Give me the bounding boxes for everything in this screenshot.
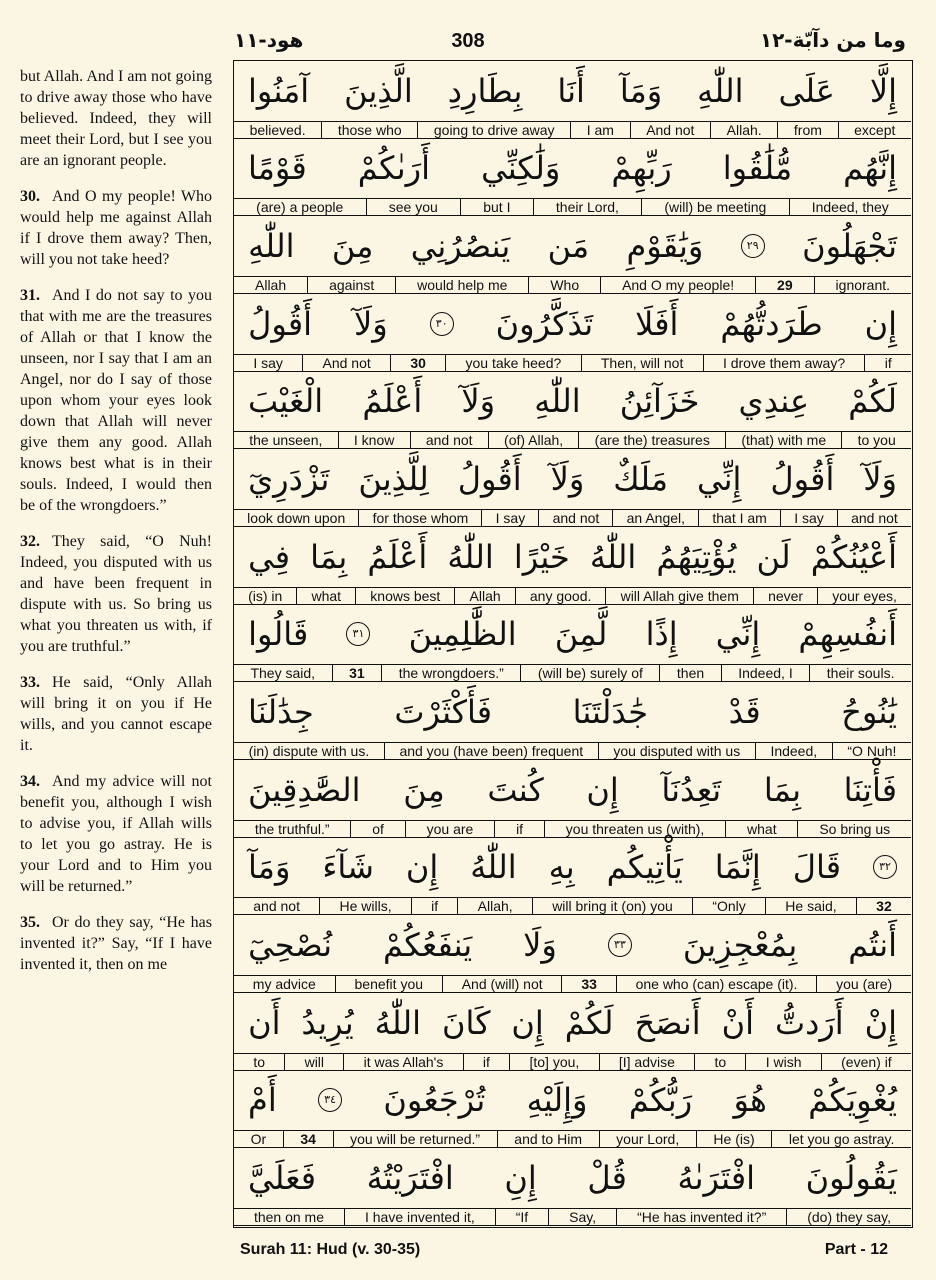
gloss-cell: you take heed? [445, 355, 580, 371]
arabic-word: يَقُولُونَ [805, 1159, 897, 1198]
arabic-word: يُرِيدُ [301, 1003, 354, 1042]
gloss-cell: one who (can) escape (it). [616, 976, 817, 992]
verse-row [234, 527, 911, 605]
gloss-cell: for those whom [358, 510, 481, 526]
gloss-cell: the wrongdoers.” [381, 665, 520, 681]
arabic-word: كَانَ [441, 1003, 491, 1042]
arabic-word: مِنَ [403, 770, 445, 809]
gloss-cell: will bring it (on) you [532, 898, 692, 914]
arabic-word: وَلَٰكِنِّي [481, 149, 561, 188]
arabic-word: بِطَارِدِ [447, 71, 523, 110]
arabic-word: يُغْوِيَكُمْ [808, 1081, 897, 1120]
gloss-cell: I say [481, 510, 538, 526]
arabic-word: فَعَلَيَّ [248, 1159, 316, 1198]
translation-column [20, 66, 212, 990]
gloss-cell: going to drive away [417, 122, 570, 138]
arabic-word: اللّٰهُ [470, 848, 517, 887]
arabic-word: إِنْ [864, 1003, 897, 1042]
translation-paragraph [20, 66, 212, 171]
gloss-cell: what [725, 821, 797, 837]
gloss-cell: (are the) treasures [578, 432, 725, 448]
arabic-word: أَفَلَا [635, 304, 679, 343]
arabic-word: إِلَّا [869, 71, 897, 110]
arabic-line [234, 605, 911, 665]
gloss-cell: you threaten us (with), [544, 821, 725, 837]
gloss-cell: never [753, 588, 817, 604]
arabic-line [234, 993, 911, 1053]
arabic-word: جِدَٰلَنَا [248, 693, 314, 732]
gloss-cell: those who [321, 122, 417, 138]
arabic-word: اللّٰهُ [447, 537, 494, 576]
gloss-cell: your eyes, [817, 588, 911, 604]
gloss-cell: Allah [255, 276, 287, 293]
arabic-word: إِنَّمَا [714, 848, 761, 887]
gloss-cell: And O my people! [600, 277, 755, 293]
arabic-word: رَبُّكُمْ [628, 1081, 693, 1120]
translation-paragraph [20, 186, 212, 270]
arabic-word: قَوْمًا [248, 149, 307, 188]
verse-row [234, 216, 911, 294]
arabic-word: الَّذِينَ [344, 71, 413, 110]
arabic-line [234, 838, 911, 898]
gloss-cell: Allah, [457, 898, 532, 914]
arabic-word: كُنتَ [487, 770, 544, 809]
gloss-cell: ignorant. [814, 277, 911, 293]
gloss-cell: 32 [856, 898, 911, 914]
arabic-word: قَالُوا [248, 615, 309, 654]
verse-row [234, 372, 911, 450]
english-gloss-line [234, 664, 911, 682]
gloss-cell: (are) a people [256, 199, 344, 216]
gloss-cell: to [253, 1053, 265, 1070]
gloss-cell: and to Him [497, 1131, 599, 1147]
gloss-cell: and not [837, 510, 911, 526]
arabic-word: إِنِّي [696, 460, 742, 499]
gloss-cell: “O Nuh! [832, 743, 911, 759]
gloss-cell: And not [302, 355, 390, 371]
arabic-word: أَمْ [248, 1081, 277, 1120]
arabic-word: لِلَّذِينَ [358, 460, 429, 499]
arabic-word: لَّمِنَ [554, 615, 608, 654]
arabic-word: لَكُمْ [848, 382, 897, 421]
gloss-cell: it was Allah's [343, 1054, 462, 1070]
verse-number: 35. [20, 914, 40, 931]
gloss-cell: I know [338, 432, 410, 448]
verse-row [234, 1071, 911, 1149]
gloss-cell: except [838, 122, 911, 138]
translation-paragraph [20, 531, 212, 657]
arabic-word: إِنَّهُم [843, 149, 897, 188]
arabic-word: الْغَيْبَ [248, 382, 324, 421]
gloss-cell: to [694, 1054, 745, 1070]
arabic-word: وَلَآ [550, 460, 585, 499]
english-gloss-line [234, 354, 911, 372]
gloss-cell: benefit you [335, 976, 442, 992]
verse-row [234, 139, 911, 217]
verse-end-marker: ٢٩ [741, 234, 765, 258]
verse-end-marker: ٣١ [346, 622, 370, 646]
gloss-cell: of [350, 821, 404, 837]
verse-row [234, 993, 911, 1071]
verse-row [234, 605, 911, 683]
translation-paragraph [20, 771, 212, 897]
arabic-word: اللّٰهِ [248, 227, 295, 266]
gloss-cell: if [864, 355, 911, 371]
gloss-cell: but I [460, 199, 533, 215]
gloss-cell: then [659, 665, 720, 681]
gloss-cell: will [284, 1054, 343, 1070]
arabic-word: عَلَى [778, 71, 835, 110]
gloss-cell: They said, [250, 665, 316, 682]
gloss-cell: their Lord, [533, 199, 641, 215]
arabic-word: يُؤْتِيَهُمُ [656, 537, 737, 576]
arabic-line [234, 294, 911, 354]
verse-row [234, 838, 911, 916]
gloss-cell: I wish [745, 1054, 820, 1070]
gloss-cell: your Lord, [599, 1131, 696, 1147]
gloss-cell: you are [405, 821, 494, 837]
arabic-word: وَمَآ [619, 71, 663, 110]
arabic-word: يَأْتِيكُم [606, 848, 683, 887]
gloss-cell: my advice [252, 975, 316, 992]
arabic-word: أَعْلَمُ [367, 537, 428, 576]
verse-row [234, 915, 911, 993]
arabic-word: طَرَدتُّهُمْ [720, 304, 823, 343]
arabic-line [234, 139, 911, 199]
arabic-word: يَنفَعُكُمْ [383, 926, 473, 965]
gloss-cell: I say [253, 354, 283, 371]
gloss-cell: 31 [332, 665, 382, 681]
gloss-cell: if [494, 821, 544, 837]
translation-paragraph [20, 912, 212, 975]
arabic-word: وَإِلَيْهِ [526, 1081, 588, 1120]
gloss-cell: that I am [698, 510, 780, 526]
arabic-word: الظَّٰلِمِينَ [408, 615, 517, 654]
gloss-cell: to you [841, 432, 911, 448]
gloss-cell: And not [630, 122, 710, 138]
gloss-cell: see you [366, 199, 460, 215]
arabic-word: يَٰنُوحُ [841, 693, 897, 732]
arabic-line [234, 915, 911, 975]
gloss-cell: (that) with me [725, 432, 841, 448]
arabic-word: إِذًا [645, 615, 678, 654]
gloss-cell: any good. [515, 588, 606, 604]
gloss-cell: an Angel, [612, 510, 698, 526]
arabic-word: أَعْيُنُكُمْ [810, 537, 897, 576]
arabic-word: إِنِ [504, 1159, 537, 1198]
verse-end-marker: ٣٠ [430, 312, 454, 336]
gloss-cell: knows best [355, 588, 454, 604]
english-gloss-line [234, 742, 911, 760]
arabic-word: تَجْهَلُونَ [802, 227, 897, 266]
arabic-word: لَن [756, 537, 791, 576]
gloss-cell: 29 [755, 277, 814, 293]
gloss-cell: He said, [765, 898, 856, 914]
gloss-cell: (is) in [248, 587, 283, 604]
arabic-word: مُّلَٰقُوا [722, 149, 793, 188]
arabic-word: قَالَ [792, 848, 842, 887]
arabic-line [234, 1148, 911, 1208]
gloss-cell: He wills, [319, 898, 411, 914]
arabic-word: أَرَدتُّ [774, 1003, 844, 1042]
gloss-cell: I have invented it, [344, 1209, 495, 1225]
surah-footer: Surah 11: Hud (v. 30-35) [240, 1241, 421, 1258]
arabic-word: إِنِّي [715, 615, 761, 654]
arabic-word: أَقُولُ [770, 460, 835, 499]
english-gloss-line [234, 276, 911, 294]
gloss-cell: and you (have been) frequent [384, 743, 598, 759]
gloss-cell: and not [253, 898, 300, 915]
translation-paragraph [20, 285, 212, 516]
arabic-line [234, 1071, 911, 1131]
gloss-cell: (in) dispute with us. [248, 742, 370, 759]
gloss-cell: Indeed, I [721, 665, 810, 681]
gloss-cell: Indeed, [755, 743, 832, 759]
gloss-cell: if [411, 898, 458, 914]
arabic-word: أَنصَحَ [634, 1003, 701, 1042]
translation-text: And my advice will not benefit you, although I wish to advise you, if Allah wills to let you go astray. He is your Lord and to Him you will be returned.” [20, 773, 212, 895]
gloss-cell: [I] advise [599, 1054, 695, 1070]
english-gloss-line [234, 897, 911, 915]
english-gloss-line [234, 1130, 911, 1148]
arabic-word: آمَنُوا [248, 71, 310, 110]
arabic-line [234, 527, 911, 587]
arabic-word: اللّٰهِ [534, 382, 581, 421]
arabic-word: تَذَكَّرُونَ [495, 304, 594, 343]
arabic-word: وَلَا [523, 926, 557, 965]
verse-row [234, 682, 911, 760]
translation-text: He said, “Only Allah will bring it on you if He wills, and you cannot escape it. [20, 674, 212, 754]
arabic-word: يَنصُرُنِي [410, 227, 511, 266]
verse-number: 34. [20, 773, 40, 790]
verse-row [234, 760, 911, 838]
arabic-word: اللّٰهِ [697, 71, 744, 110]
arabic-word: افْتَرَيْتُهُ [366, 1159, 454, 1198]
gloss-cell: Or [250, 1131, 267, 1148]
verse-row [234, 61, 911, 139]
arabic-line [234, 216, 911, 276]
verse-end-marker: ٣٣ [608, 933, 632, 957]
english-gloss-line [234, 198, 911, 216]
arabic-word: مِنَ [331, 227, 374, 266]
verse-number: 32. [20, 533, 40, 550]
translation-text: but Allah. And I am not going to drive away those who have believed. Indeed, they will meet their Lord, but I see you are an ignorant people. [20, 68, 212, 169]
page-number: 308 [451, 30, 485, 52]
verse-number: 30. [20, 188, 40, 205]
arabic-word: قَدْ [728, 693, 761, 732]
arabic-word: وَلَآ [353, 304, 388, 343]
arabic-word: الصَّٰدِقِينَ [248, 770, 361, 809]
gloss-cell: you will be returned.” [333, 1131, 497, 1147]
arabic-word: اللّٰهُ [589, 537, 637, 576]
gloss-cell: He (is) [696, 1131, 771, 1147]
gloss-cell: then on me [253, 1208, 325, 1225]
verse-row [234, 449, 911, 527]
gloss-cell: I say [780, 510, 837, 526]
gloss-cell: against [307, 277, 395, 293]
gloss-cell: their souls. [809, 665, 911, 681]
translation-paragraph [20, 672, 212, 756]
english-gloss-line [234, 121, 911, 139]
english-gloss-line [234, 820, 911, 838]
translation-text: They said, “O Nuh! Indeed, you disputed with us and have been frequent in dispute with us. So bring us what you threaten us with, if you are truthful.” [20, 533, 212, 655]
arabic-word: بِمَا [310, 537, 348, 576]
arabic-word: أَنْ [721, 1003, 754, 1042]
arabic-word: بِمُعْجِزِينَ [682, 926, 798, 965]
arabic-word: لَكُمْ [564, 1003, 614, 1042]
gloss-cell: 34 [283, 1131, 333, 1147]
verse-row [234, 294, 911, 372]
verse-number: 33. [20, 674, 40, 691]
arabic-word: وَلَآ [461, 382, 496, 421]
gloss-cell: and not [410, 432, 488, 448]
arabic-line [234, 760, 911, 820]
gloss-cell: (do) they say, [786, 1209, 911, 1225]
gloss-cell: would help me [395, 277, 528, 293]
arabic-word: تَزْدَرِيٓ [248, 460, 330, 499]
gloss-cell: So bring us [797, 821, 911, 837]
english-gloss-line [234, 431, 911, 449]
arabic-word: إِن [586, 770, 619, 809]
arabic-word: خَيْرًا [513, 537, 570, 576]
arabic-word: وَيَٰقَوْمِ [626, 227, 704, 266]
arabic-word: هُوَ [733, 1081, 767, 1120]
gloss-cell: you (are) [816, 976, 911, 992]
arabic-line [234, 372, 911, 432]
gloss-cell: 30 [390, 355, 445, 371]
gloss-cell: I am [570, 122, 629, 138]
arabic-word: اللّٰهُ [374, 1003, 422, 1042]
arabic-word: افْتَرَىٰهُ [677, 1159, 756, 1198]
english-gloss-line [234, 1208, 911, 1226]
arabic-word: جَٰدَلْتَنَا [572, 693, 648, 732]
translation-text: And I do not say to you that with me are the treasures of Allah or that I know the unseen, nor I say that I am an Angel, nor do I say of those upon whom your eyes look down that Allah will never give them any good. Allah knows best what is in their souls. Indeed, I would then be of the wrongdoers.” [20, 287, 212, 514]
english-gloss-line [234, 509, 911, 527]
arabic-word: بِهِ [548, 848, 575, 887]
gloss-cell: Allah [454, 588, 514, 604]
arabic-word: عِندِي [738, 382, 810, 421]
arabic-word: شَآءَ [322, 848, 374, 887]
arabic-word: أَقُولُ [457, 460, 522, 499]
surah-name-header: هود-١١ [234, 28, 304, 52]
arabic-word: فَأَكْثَرْتَ [394, 693, 493, 732]
gloss-cell: [to] you, [509, 1054, 598, 1070]
gloss-cell: let you go astray. [771, 1131, 911, 1147]
gloss-cell: and not [538, 510, 612, 526]
arabic-word: تُرْجَعُونَ [383, 1081, 486, 1120]
arabic-word: أَنَا [557, 71, 585, 110]
verse-end-marker: ٣٢ [873, 855, 897, 879]
word-by-word-grid [233, 60, 913, 1228]
arabic-word: إِن [864, 304, 897, 343]
arabic-word: أَنفُسِهِمْ [798, 615, 897, 654]
gloss-cell: from [777, 122, 837, 138]
gloss-cell: what [296, 588, 355, 604]
arabic-word: رَبِّهِمْ [611, 149, 672, 188]
gloss-cell: (will) be meeting [641, 199, 788, 215]
gloss-cell: (of) Allah, [488, 432, 579, 448]
part-footer: Part - 12 [824, 1241, 888, 1258]
gloss-cell: believed. [249, 121, 306, 138]
arabic-word: وَمَآ [248, 848, 291, 887]
arabic-word: أَنتُم [848, 926, 897, 965]
gloss-cell: Say, [548, 1209, 616, 1225]
juz-name-header: وما من دآبّة-١٢ [759, 28, 906, 52]
english-gloss-line [234, 975, 911, 993]
gloss-cell: “He has invented it?” [616, 1209, 786, 1225]
arabic-word: فَأْتِنَا [843, 770, 897, 809]
arabic-word: وَلَآ [863, 460, 897, 499]
arabic-word: مَن [547, 227, 590, 266]
gloss-cell: Then, will not [581, 355, 703, 371]
gloss-cell: (will be) surely of [520, 665, 659, 681]
gloss-cell: if [463, 1054, 510, 1070]
arabic-line [234, 61, 911, 121]
gloss-cell: “If [495, 1209, 548, 1225]
gloss-cell: the unseen, [249, 432, 323, 449]
arabic-word: أَقُولُ [248, 304, 313, 343]
gloss-cell: Allah. [710, 122, 777, 138]
gloss-cell: 33 [561, 976, 615, 992]
arabic-word: أَعْلَمُ [362, 382, 423, 421]
arabic-word: نُصْحِيٓ [248, 926, 333, 965]
arabic-word: إِن [405, 848, 439, 887]
gloss-cell: Who [528, 277, 600, 293]
arabic-word: خَزَآئِنُ [619, 382, 700, 421]
arabic-word: قُلْ [587, 1159, 627, 1198]
gloss-cell: “Only [692, 898, 765, 914]
gloss-cell: I drove them away? [703, 355, 865, 371]
arabic-word: أَن [248, 1003, 281, 1042]
arabic-word: بِمَا [763, 770, 801, 809]
arabic-word: مَلَكٌ [613, 460, 668, 499]
english-gloss-line [234, 587, 911, 605]
arabic-word: أَرَىٰكُمْ [357, 149, 431, 188]
arabic-word: تَعِدُنَآ [661, 770, 722, 809]
translation-text: Or do they say, “He has invented it?” Say, “If I have invented it, then on me [20, 914, 212, 973]
arabic-line [234, 449, 911, 509]
gloss-cell: the truthful.” [254, 820, 330, 837]
arabic-line [234, 682, 911, 742]
translation-text: And O my people! Who would help me against Allah if I drove them away? Then, will you not take heed? [20, 188, 212, 268]
gloss-cell: (even) if [821, 1054, 911, 1070]
verse-row [234, 1148, 911, 1226]
gloss-cell: you disputed with us [598, 743, 755, 759]
gloss-cell: look down upon [247, 509, 346, 526]
arabic-word: فِي [248, 537, 291, 576]
arabic-word: إِن [511, 1003, 544, 1042]
english-gloss-line [234, 1053, 911, 1071]
verse-number: 31. [20, 287, 40, 304]
gloss-cell: Indeed, they [789, 199, 911, 215]
gloss-cell: will Allah give them [605, 588, 752, 604]
verse-end-marker: ٣٤ [318, 1088, 342, 1112]
gloss-cell: And (will) not [442, 976, 562, 992]
